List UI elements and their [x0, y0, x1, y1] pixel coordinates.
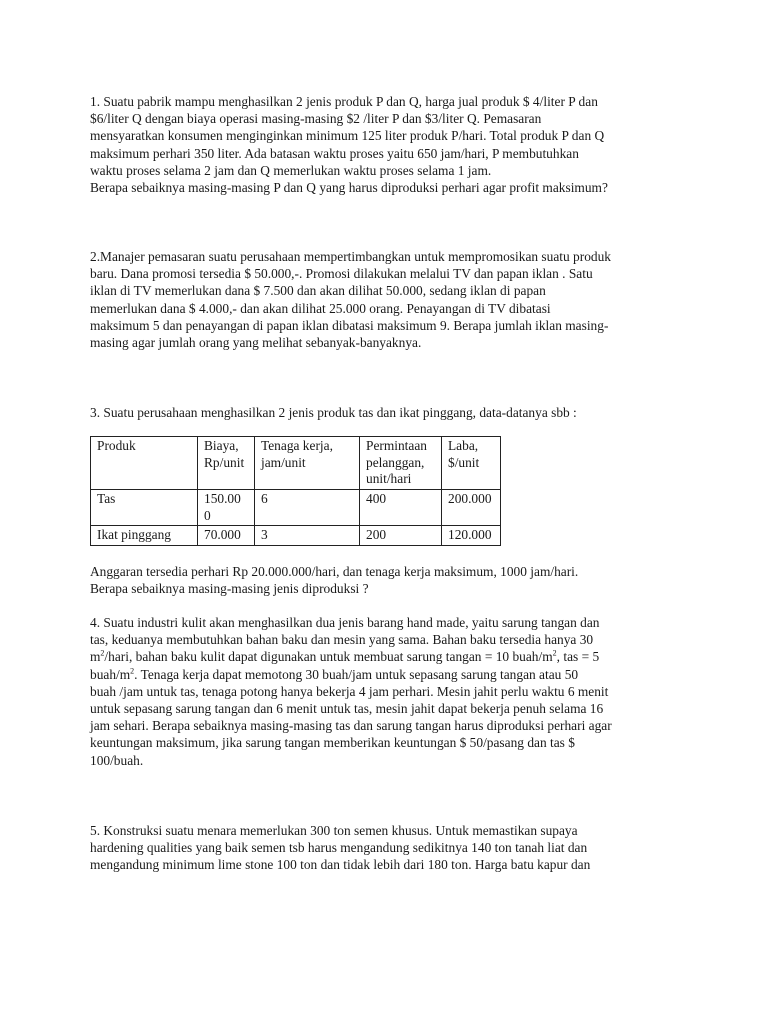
question-2-line: memerlukan dana $ 4.000,- dan akan dilihat 25.000 orang. Penayangan di TV dibatasi — [90, 300, 551, 316]
table-header-row — [91, 437, 501, 490]
header-text: pelanggan, — [366, 454, 425, 470]
question-2-line: maksimum 5 dan penayangan di papan iklan dibatasi maksimum 9. Berapa jumlah iklan masing- — [90, 317, 609, 333]
question-5-line: mengandung minimum lime stone 100 ton dan tidak lebih dari 180 ton. Harga batu kapur dan — [90, 857, 591, 873]
question-1 — [90, 93, 690, 196]
question-1-line: mensyaratkan konsumen menginginkan minimum 125 liter produk P/hari. Total produk P dan Q — [90, 128, 605, 144]
question-3-intro-line: 3. Suatu perusahaan menghasilkan 2 jenis produk tas dan ikat pinggang, data-datanya sbb : — [90, 405, 577, 420]
table-cell — [91, 526, 198, 546]
question-4-line: buah /jam untuk tas, tenaga potong hanya bekerja 4 jam perhari. Mesin jahit perlu waktu 6 menit — [90, 683, 609, 699]
header-produk — [91, 437, 198, 490]
question-4-line — [90, 648, 690, 665]
text-fragment: . Tenaga kerja dapat memotong 30 buah/jam untuk sepasang sarung tangan atau 50 — [134, 666, 579, 682]
question-1-line: $6/liter Q dengan biaya operasi masing-masing $2 /liter P dan $3/liter Q. Pemasaran — [90, 111, 542, 127]
superscript: 2 — [552, 648, 557, 658]
table-cell — [198, 526, 255, 546]
text-fragment: , tas = 5 — [556, 649, 600, 665]
cell-text: 200.000 — [448, 491, 492, 506]
question-4-line: 100/buah. — [90, 752, 144, 768]
header-text: Produk — [97, 438, 136, 453]
table-cell — [442, 490, 501, 526]
question-5-line: hardening qualities yang baik semen tsb harus mengandung sedikitnya 140 ton tanah liat dan — [90, 840, 588, 856]
header-text: Rp/unit — [204, 454, 245, 470]
cell-text: 70.000 — [204, 527, 241, 542]
question-1-line: Berapa sebaiknya masing-masing P dan Q yang harus diproduksi perhari agar profit maksimum? — [90, 180, 608, 196]
question-5-line: 5. Konstruksi suatu menara memerlukan 300 ton semen khusus. Untuk memastikan supaya — [90, 823, 578, 838]
header-laba — [442, 437, 501, 490]
header-biaya — [198, 437, 255, 490]
cell-text: 3 — [261, 527, 268, 542]
text-fragment: buah/m — [90, 666, 131, 682]
question-4-line: 4. Suatu industri kulit akan menghasilkan dua jenis barang hand made, yaitu sarung tangan dan — [90, 615, 600, 630]
question-2 — [90, 248, 690, 351]
table-cell — [255, 526, 360, 546]
question-2-line: 2.Manajer pemasaran suatu perusahaan mempertimbangkan untuk mempromosikan suatu produk — [90, 249, 611, 264]
question-4-line — [90, 666, 690, 683]
cell-text: Ikat pinggang — [97, 527, 172, 542]
question-1-line: maksimum perhari 350 liter. Ada batasan waktu proses yaitu 650 jam/hari, P membutuhkan — [90, 145, 579, 161]
question-3-question — [90, 563, 690, 597]
question-4-line: jam sehari. Berapa sebaiknya masing-masing tas dan sarung tangan harus diproduksi perhari agar — [90, 718, 612, 734]
table-cell — [360, 490, 442, 526]
product-data-table — [90, 436, 501, 546]
table-row — [91, 490, 501, 526]
table-cell — [255, 490, 360, 526]
text-fragment: m — [90, 649, 101, 665]
header-text: unit/hari — [366, 471, 412, 486]
cell-text: Tas — [97, 491, 116, 506]
question-1-line: waktu proses selama 2 jam dan Q memerlukan waktu proses selama 1 jam. — [90, 162, 492, 178]
table-cell — [198, 490, 255, 526]
header-text: jam/unit — [261, 454, 306, 470]
header-text: $/unit — [448, 454, 480, 470]
cell-text: 120.000 — [448, 527, 492, 542]
table-cell — [442, 526, 501, 546]
question-4-line: tas, keduanya membutuhkan bahan baku dan mesin yang sama. Bahan baku tersedia hanya 30 — [90, 632, 594, 648]
table-cell — [360, 526, 442, 546]
cell-text: 400 — [366, 491, 387, 506]
question-2-line: masing agar jumlah orang yang melihat sebanyak-banyaknya. — [90, 335, 422, 351]
header-tenaga-kerja — [255, 437, 360, 490]
question-3-line: Berapa sebaiknya masing-masing jenis diproduksi ? — [90, 581, 369, 597]
question-3-line: Anggaran tersedia perhari Rp 20.000.000/hari, dan tenaga kerja maksimum, 1000 jam/hari. — [90, 564, 579, 579]
table-row — [91, 526, 501, 546]
header-text: Permintaan — [366, 438, 427, 453]
cell-text: 6 — [261, 491, 268, 506]
header-text: Tenaga kerja, — [261, 438, 333, 453]
cell-text: 150.00 — [204, 491, 241, 506]
text-fragment: /hari, bahan baku kulit dapat digunakan untuk membuat sarung tangan = 10 buah/m — [104, 649, 553, 665]
table-cell — [91, 490, 198, 526]
question-4 — [90, 614, 690, 769]
superscript: 2 — [130, 666, 135, 676]
header-permintaan — [360, 437, 442, 490]
question-2-line: iklan di TV memerlukan dana $ 7.500 dan akan dilihat 50.000, sedang iklan di papan — [90, 283, 546, 299]
cell-text: 0 — [204, 507, 211, 523]
question-1-line: 1. Suatu pabrik mampu menghasilkan 2 jenis produk P dan Q, harga jual produk $ 4/liter P dan — [90, 94, 598, 109]
header-text: Laba, — [448, 438, 479, 453]
question-4-line: untuk sepasang sarung tangan dan 6 menit untuk tas, mesin jahit dapat bekerja penuh selama 16 — [90, 701, 604, 717]
question-3-intro — [90, 404, 690, 421]
cell-text: 200 — [366, 527, 387, 542]
question-4-line: keuntungan maksimum, jika sarung tangan memberikan keuntungan $ 50/pasang dan tas $ — [90, 735, 575, 751]
question-2-line: baru. Dana promosi tersedia $ 50.000,-. Promosi dilakukan melalui TV dan papan iklan . Satu — [90, 266, 593, 282]
question-5 — [90, 822, 690, 874]
superscript: 2 — [100, 648, 105, 658]
header-text: Biaya, — [204, 438, 239, 453]
